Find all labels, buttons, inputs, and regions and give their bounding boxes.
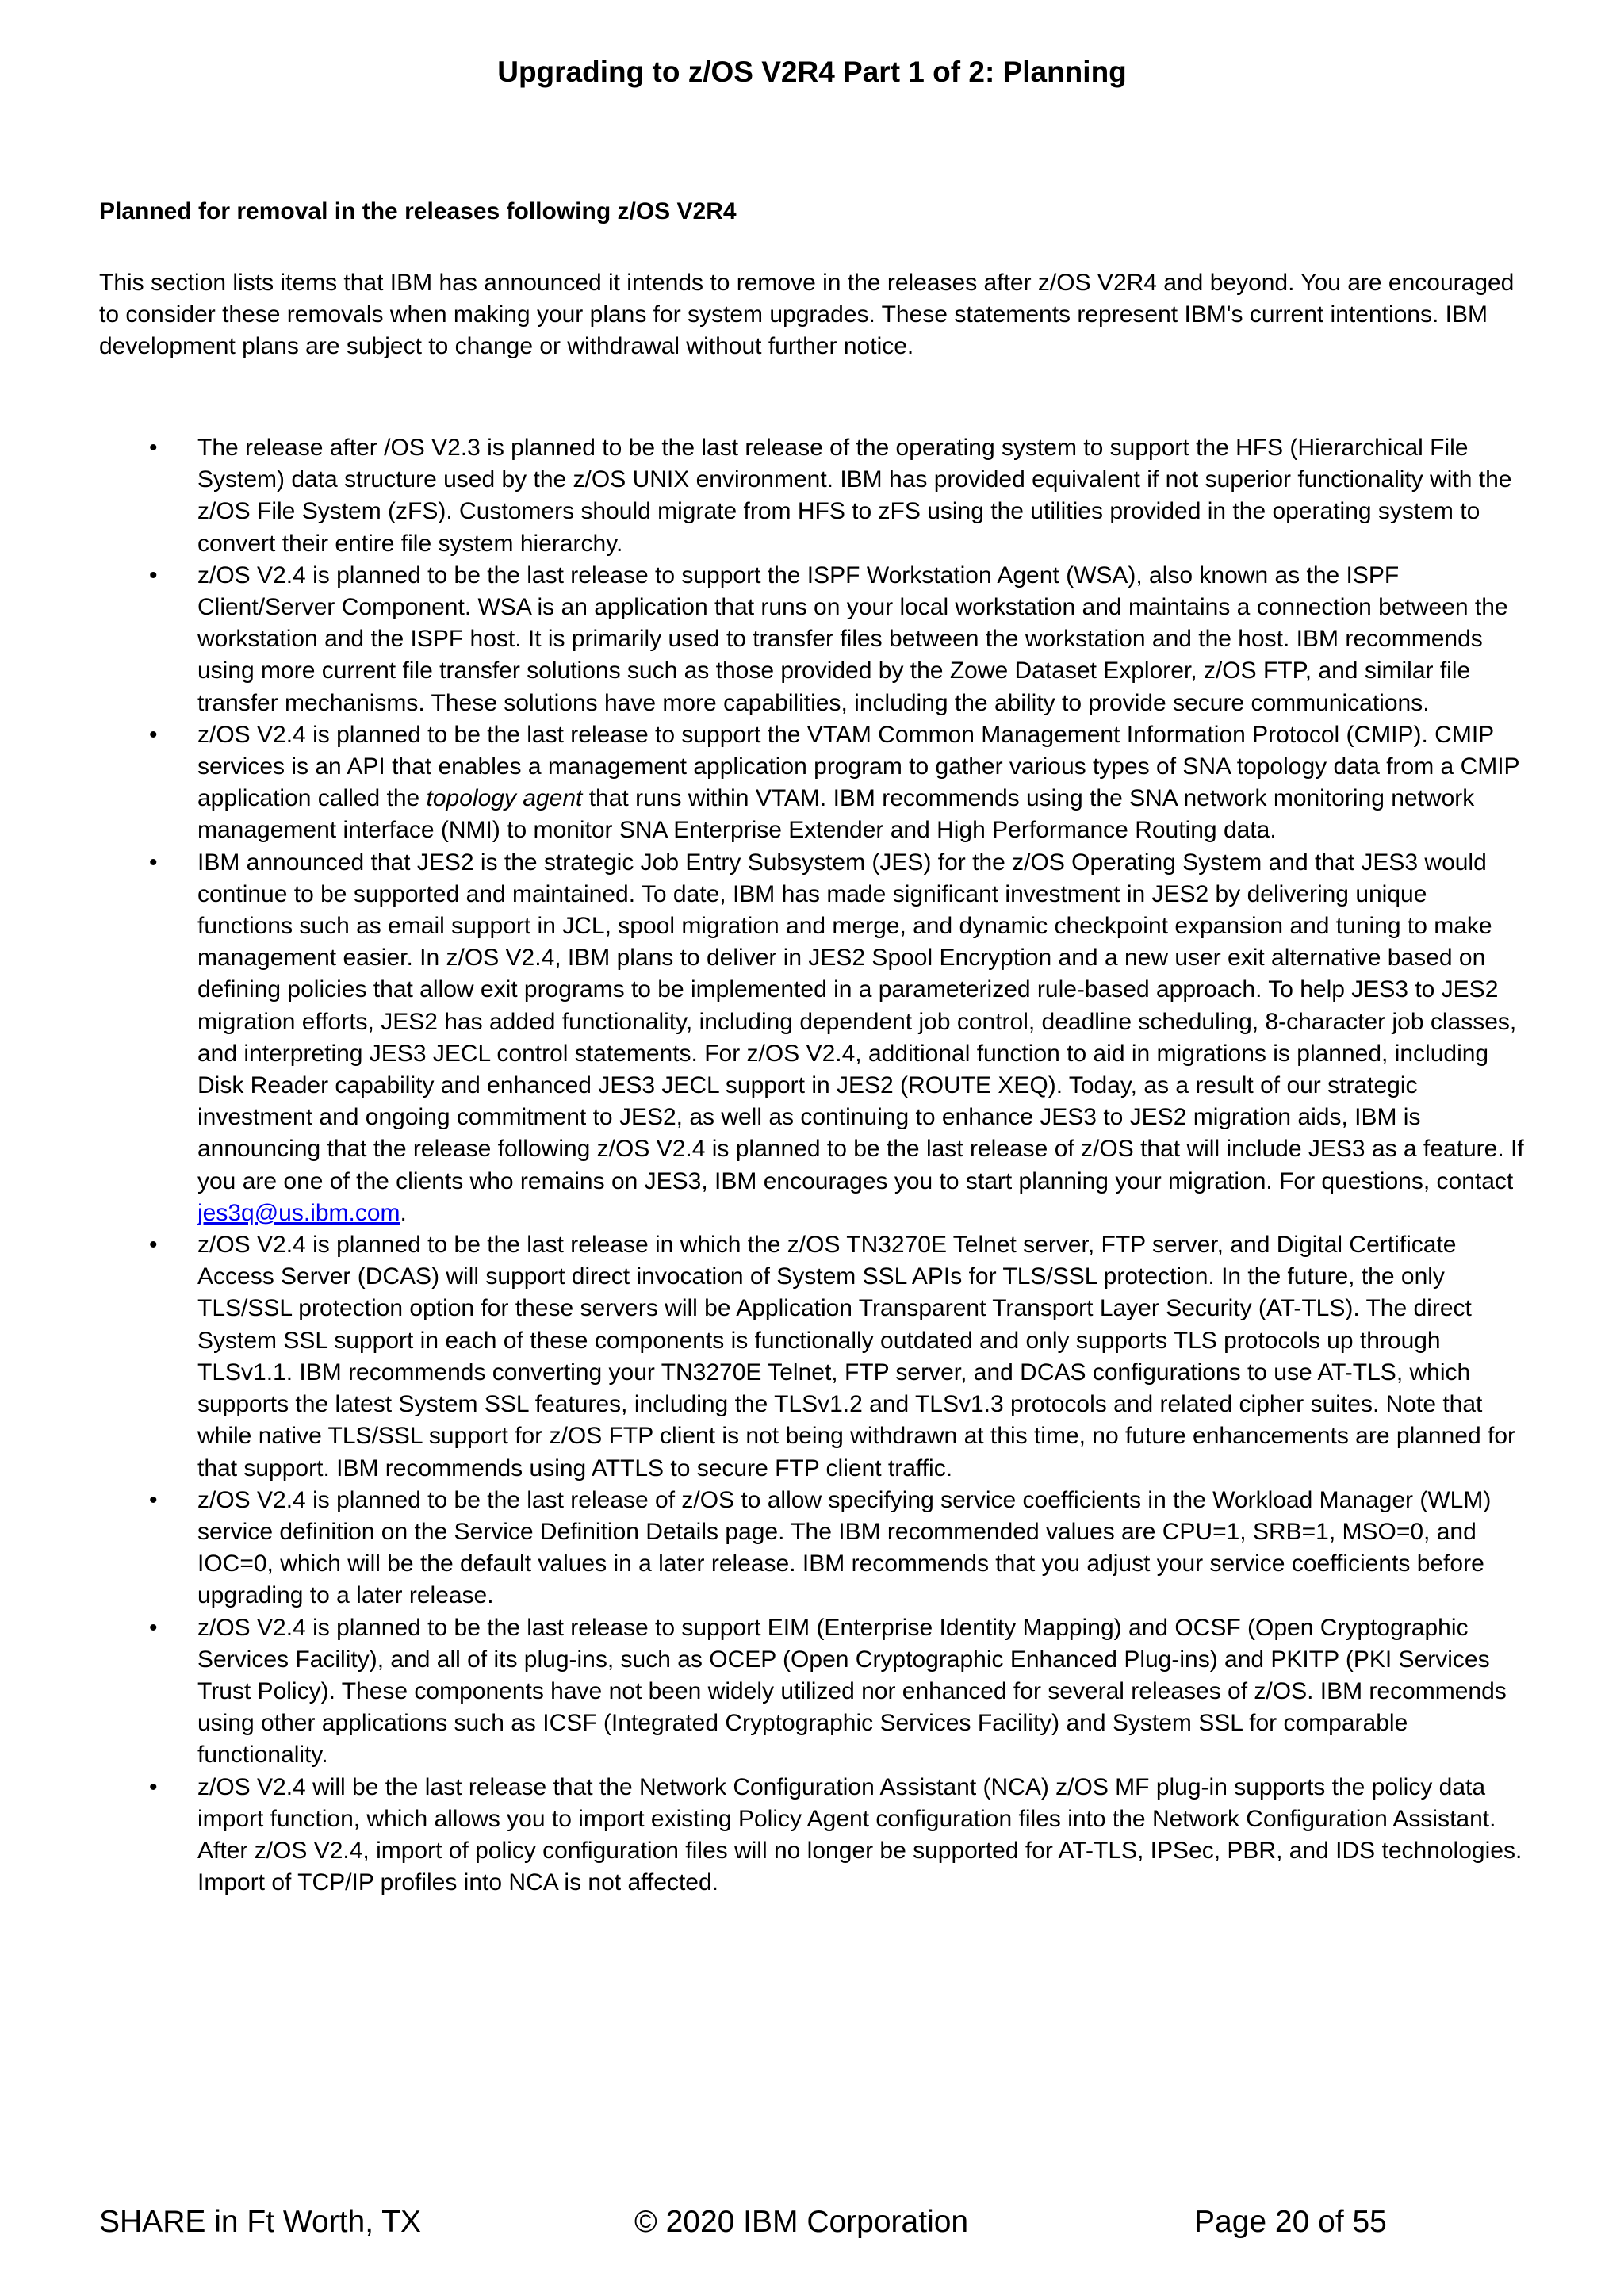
list-item-text: z/OS V2.4 is planned to be the last release of z/OS to allow specifying service coefficients in the Workload Manager (WLM) service definition on the Service Definition Details page. The IBM recommended values are CPU=1, SRB=1, MSO=0, and IOC=0, which will be the default values in a later release. IBM recommends that you adjust your service coefficients before upgrading to a later release. [197,1486,1492,1609]
footer-copyright: © 2020 IBM Corporation [634,2205,969,2239]
section-intro: This section lists items that IBM has announced it intends to remove in the releases after z/OS V2R4 and beyond. You are encouraged to consider these removals when making your plans for system upgrades. These statements represent IBM's current intentions. IBM development plans are subject to change or withdrawal without further notice. [99,270,1515,359]
list-item-text: z/OS V2.4 is planned to be the last release to support EIM (Enterprise Identity Mapping) and OCSF (Open Cryptographic Services Facility), and all of its plug-ins, such as OCEP (Open Cryptographic Enhanced Plug-ins) and PKITP (PKI Services Trust Policy). These components have not been widely utilized nor enhanced for several releases of z/OS. IBM recommends using other applications such as ICSF (Integrated Cryptographic Services Facility) and System SSL for comparable functionality. [197,1614,1507,1769]
list-item [99,1772,1526,1899]
page-footer [0,2205,1624,2244]
list-item [99,1229,1526,1485]
removal-list [99,432,1526,1899]
document-title: Upgrading to z/OS V2R4 Part 1 of 2: Planning [497,56,1127,88]
bullet-icon: • [149,1486,158,1513]
list-item-text: z/OS V2.4 is planned to be the last release to support the VTAM Common Management Information Protocol (CMIP). CMIP services is an API that enables a management application program to gather various types of SNA topology data from a CMIP application called the [197,721,1520,812]
bullet-icon: • [149,562,158,588]
list-item-text: that runs within VTAM. IBM recommends using the SNA network monitoring network management interface (NMI) to monitor SNA Enterprise Extender and High Performance Routing data. [197,785,1475,844]
list-item-text: The release after /OS V2.3 is planned to be the last release of the operating system to support the HFS (Hierarchical File System) data structure used by the z/OS UNIX environment. IBM has provided equivalent if not superior functionality with the z/OS File System (zFS). Customers should migrate from HFS to zFS using the utilities provided in the operating system to convert their entire file system hierarchy. [197,435,1512,557]
footer-page-number: Page 20 of 55 [1194,2205,1387,2239]
bullet-icon: • [149,849,158,876]
list-item-text: . [400,1199,407,1226]
footer-event: SHARE in Ft Worth, TX [99,2205,421,2239]
section-heading: Planned for removal in the releases following z/OS V2R4 [99,198,737,224]
list-item-text: IBM announced that JES2 is the strategic Job Entry Subsystem (JES) for the z/OS Operating System and that JES3 would continue to be supported and maintained. To date, IBM has made significant investment in JES2 by delivering unique functions such as email support in JCL, spool migration and merge, and dynamic checkpoint expansion and tuning to make management easier. In z/OS V2.4, IBM plans to deliver in JES2 Spool Encryption and a new user exit alternative based on defining policies that allow exit programs to be implemented in a parameterized rule-based approach. To help JES3 to JES2 migration efforts, JES2 has added functionality, including dependent job control, deadline scheduling, 8-character job classes, and interpreting JES3 JECL control statements. For z/OS V2.4, additional function to aid in migrations is planned, including Disk Reader capability and enhanced JES3 JECL support in JES2 (ROUTE XEQ). Today, as a result of our strategic investment and ongoing commitment to JES2, as well as continuing to enhance JES3 to JES2 migration aids, IBM is announcing that the release following z/OS V2.4 is planned to be the last release of z/OS that will include JES3 as a feature. If you are one of the clients who remains on JES3, IBM encourages you to start planning your migration. For questions, contact [197,849,1524,1194]
bullet-icon: • [149,1232,158,1259]
list-item [99,432,1526,560]
list-item [99,1485,1526,1612]
list-item-text: z/OS V2.4 is planned to be the last release in which the z/OS TN3270E Telnet server, FTP server, and Digital Certificate Access Server (DCAS) will support direct invocation of System SSL APIs for TLS/SSL protection. In the future, the only TLS/SSL protection option for these servers will be Application Transparent Transport Layer Security (AT-TLS). The direct System SSL support in each of these components is functionally outdated and only supports TLS protocols up through TLSv1.1. IBM recommends converting your TN3270E Telnet, FTP server, and DCAS configurations to use AT-TLS, which supports the latest System SSL features, including the TLSv1.2 and TLSv1.3 protocols and related cipher suites. Note that while native TLS/SSL support for z/OS FTP client is not being withdrawn at this time, no future enhancements are planned for that support. IBM recommends using ATTLS to secure FTP client traffic. [197,1232,1515,1481]
bullet-icon: • [149,721,158,748]
italic-term: topology agent [426,785,583,812]
list-item [99,847,1526,1229]
bullet-icon: • [149,1773,158,1800]
list-item [99,1612,1526,1772]
list-item-text: z/OS V2.4 is planned to be the last release to support the ISPF Workstation Agent (WSA), also known as the ISPF Client/Server Component. WSA is an application that runs on your local workstation and maintains a connection between the workstation and the ISPF host. It is primarily used to transfer files between the workstation and the host. IBM recommends using more current file transfer solutions such as those provided by the Zowe Dataset Explorer, z/OS FTP, and similar file transfer mechanisms. These solutions have more capabilities, including the ability to provide secure communications. [197,562,1508,716]
list-item [99,719,1526,847]
bullet-icon: • [149,1614,158,1641]
list-item [99,560,1526,719]
list-item-text: z/OS V2.4 will be the last release that the Network Configuration Assistant (NCA) z/OS MF plug-in supports the policy data import function, which allows you to import existing Policy Agent configuration files into the Network Configuration Assistant. After z/OS V2.4, import of policy configuration files will no longer be supported for AT-TLS, IPSec, PBR, and IDS technologies. Import of TCP/IP profiles into NCA is not affected. [197,1773,1522,1896]
bullet-icon: • [149,435,158,461]
email-link[interactable]: jes3q@us.ibm.com [197,1199,400,1226]
